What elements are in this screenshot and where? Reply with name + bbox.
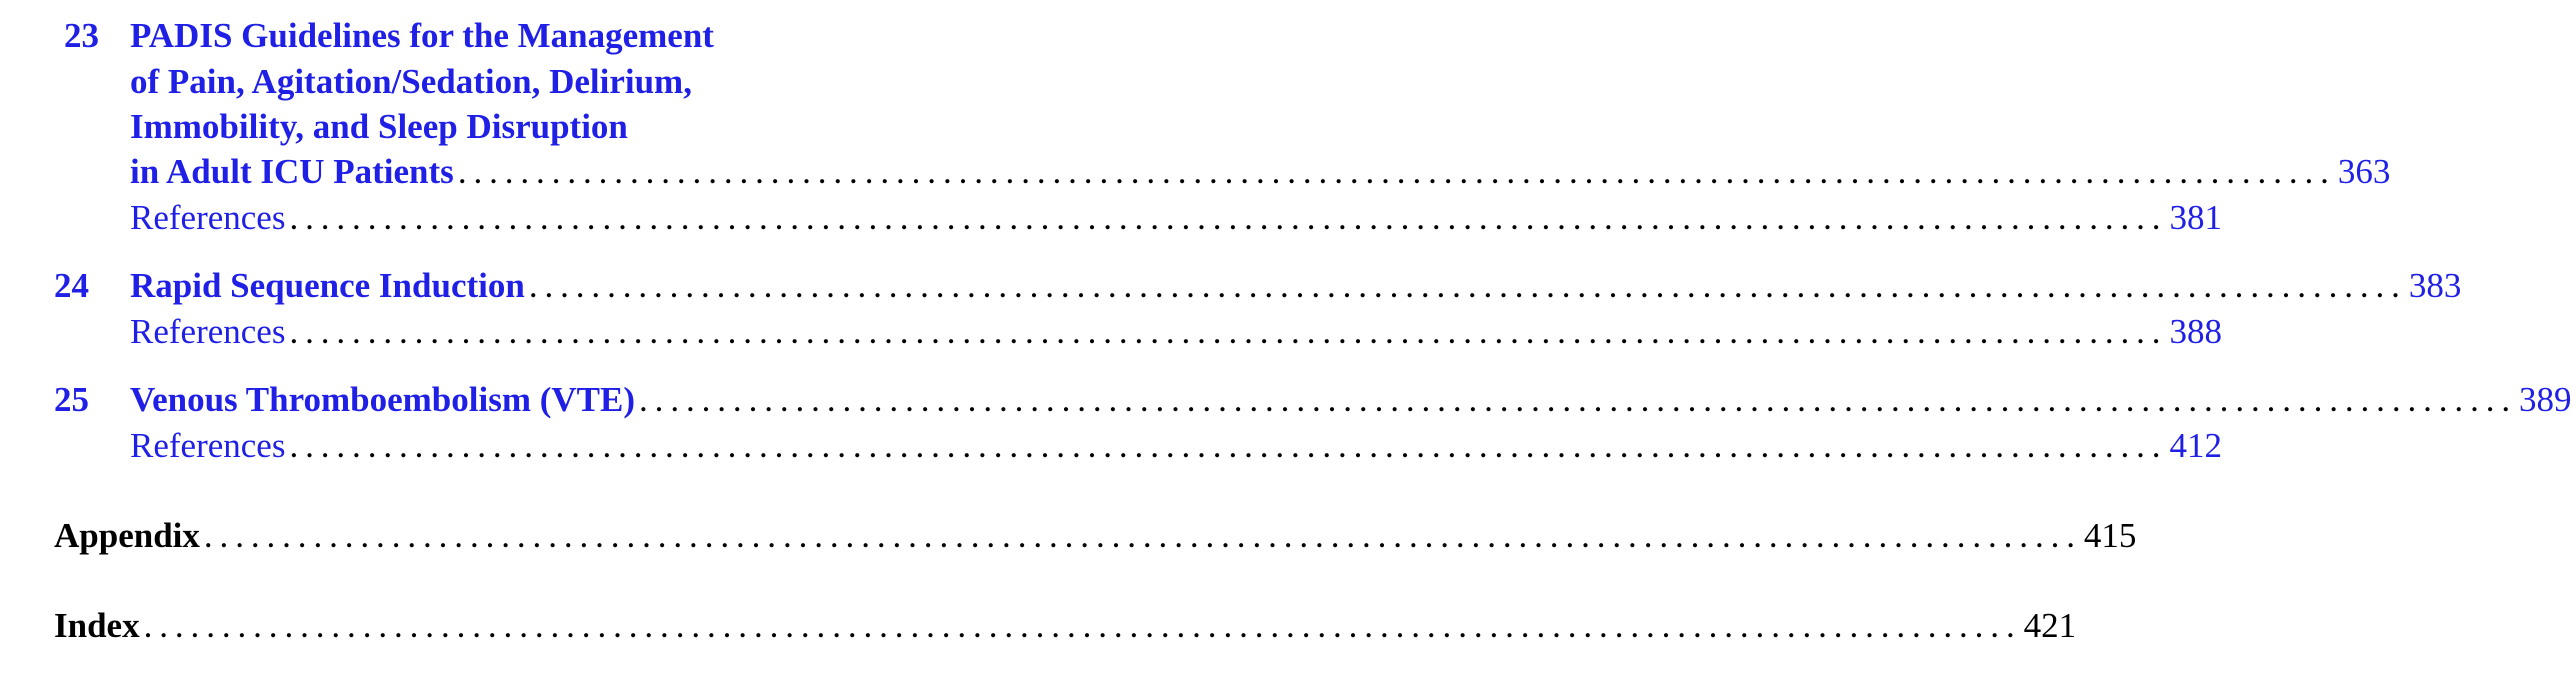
chapter-23-title-text[interactable]: of Pain, Agitation/Sedation, Delirium, (130, 62, 692, 101)
toc-entry-chapter-25[interactable] (130, 379, 2572, 421)
chapter-24-title-text[interactable]: Rapid Sequence Induction (130, 266, 525, 305)
index-page-number[interactable]: 421 (2023, 606, 2077, 645)
toc-entry-chapter-23-references[interactable] (130, 197, 2222, 239)
references-link[interactable]: References (130, 198, 286, 237)
appendix-title[interactable]: Appendix (54, 516, 200, 555)
appendix-page-number[interactable]: 415 (2083, 516, 2137, 555)
toc-entry-index[interactable] (54, 605, 2077, 647)
chapter-23-title-text[interactable]: in Adult ICU Patients (130, 152, 454, 191)
chapter-25-title-text[interactable]: Venous Thromboembolism (VTE) (130, 380, 636, 419)
chapter-23-number: 23 (64, 16, 99, 55)
dot-leader: ........................................................................................................................ (289, 198, 2168, 237)
dot-leader: ........................................................................................................................ (639, 380, 2518, 419)
dot-leader: ........................................................................................................................ (289, 426, 2168, 465)
references-link[interactable]: References (130, 426, 286, 465)
chapter-24-page-number[interactable]: 383 (2408, 266, 2462, 305)
dot-leader: ........................................................................................................................ (528, 266, 2407, 305)
references-page-number[interactable]: 381 (2169, 198, 2222, 237)
chapter-25-page-number[interactable]: 389 (2519, 380, 2572, 419)
toc-entry-chapter-24[interactable] (130, 265, 2462, 307)
references-link[interactable]: References (130, 312, 286, 351)
chapter-23-title-line-3[interactable] (130, 106, 1030, 148)
chapter-23-title-line-2[interactable] (130, 61, 1030, 103)
references-page-number[interactable]: 412 (2169, 426, 2222, 465)
chapter-23-title-text[interactable]: Immobility, and Sleep Disruption (130, 107, 628, 146)
index-title[interactable]: Index (54, 606, 140, 645)
chapter-23-page-number[interactable]: 363 (2337, 152, 2391, 191)
dot-leader: ........................................................................................................................ (143, 606, 2022, 645)
dot-leader: ........................................................................................................................ (289, 312, 2168, 351)
references-page-number[interactable]: 388 (2169, 312, 2222, 351)
chapter-25-number: 25 (54, 380, 89, 419)
toc-entry-chapter-25-references[interactable] (130, 425, 2222, 467)
chapter-24-number: 24 (54, 266, 89, 305)
dot-leader: ........................................................................................................................ (203, 516, 2082, 555)
dot-leader: ........................................................................................................................ (457, 152, 2336, 191)
toc-entry-chapter-24-references[interactable] (130, 311, 2222, 353)
toc-entry-chapter-23[interactable] (130, 151, 2391, 193)
chapter-23-title-text[interactable]: PADIS Guidelines for the Management (130, 16, 714, 55)
toc-entry-appendix[interactable] (54, 515, 2137, 557)
chapter-23-title-line-1[interactable] (130, 15, 1030, 57)
